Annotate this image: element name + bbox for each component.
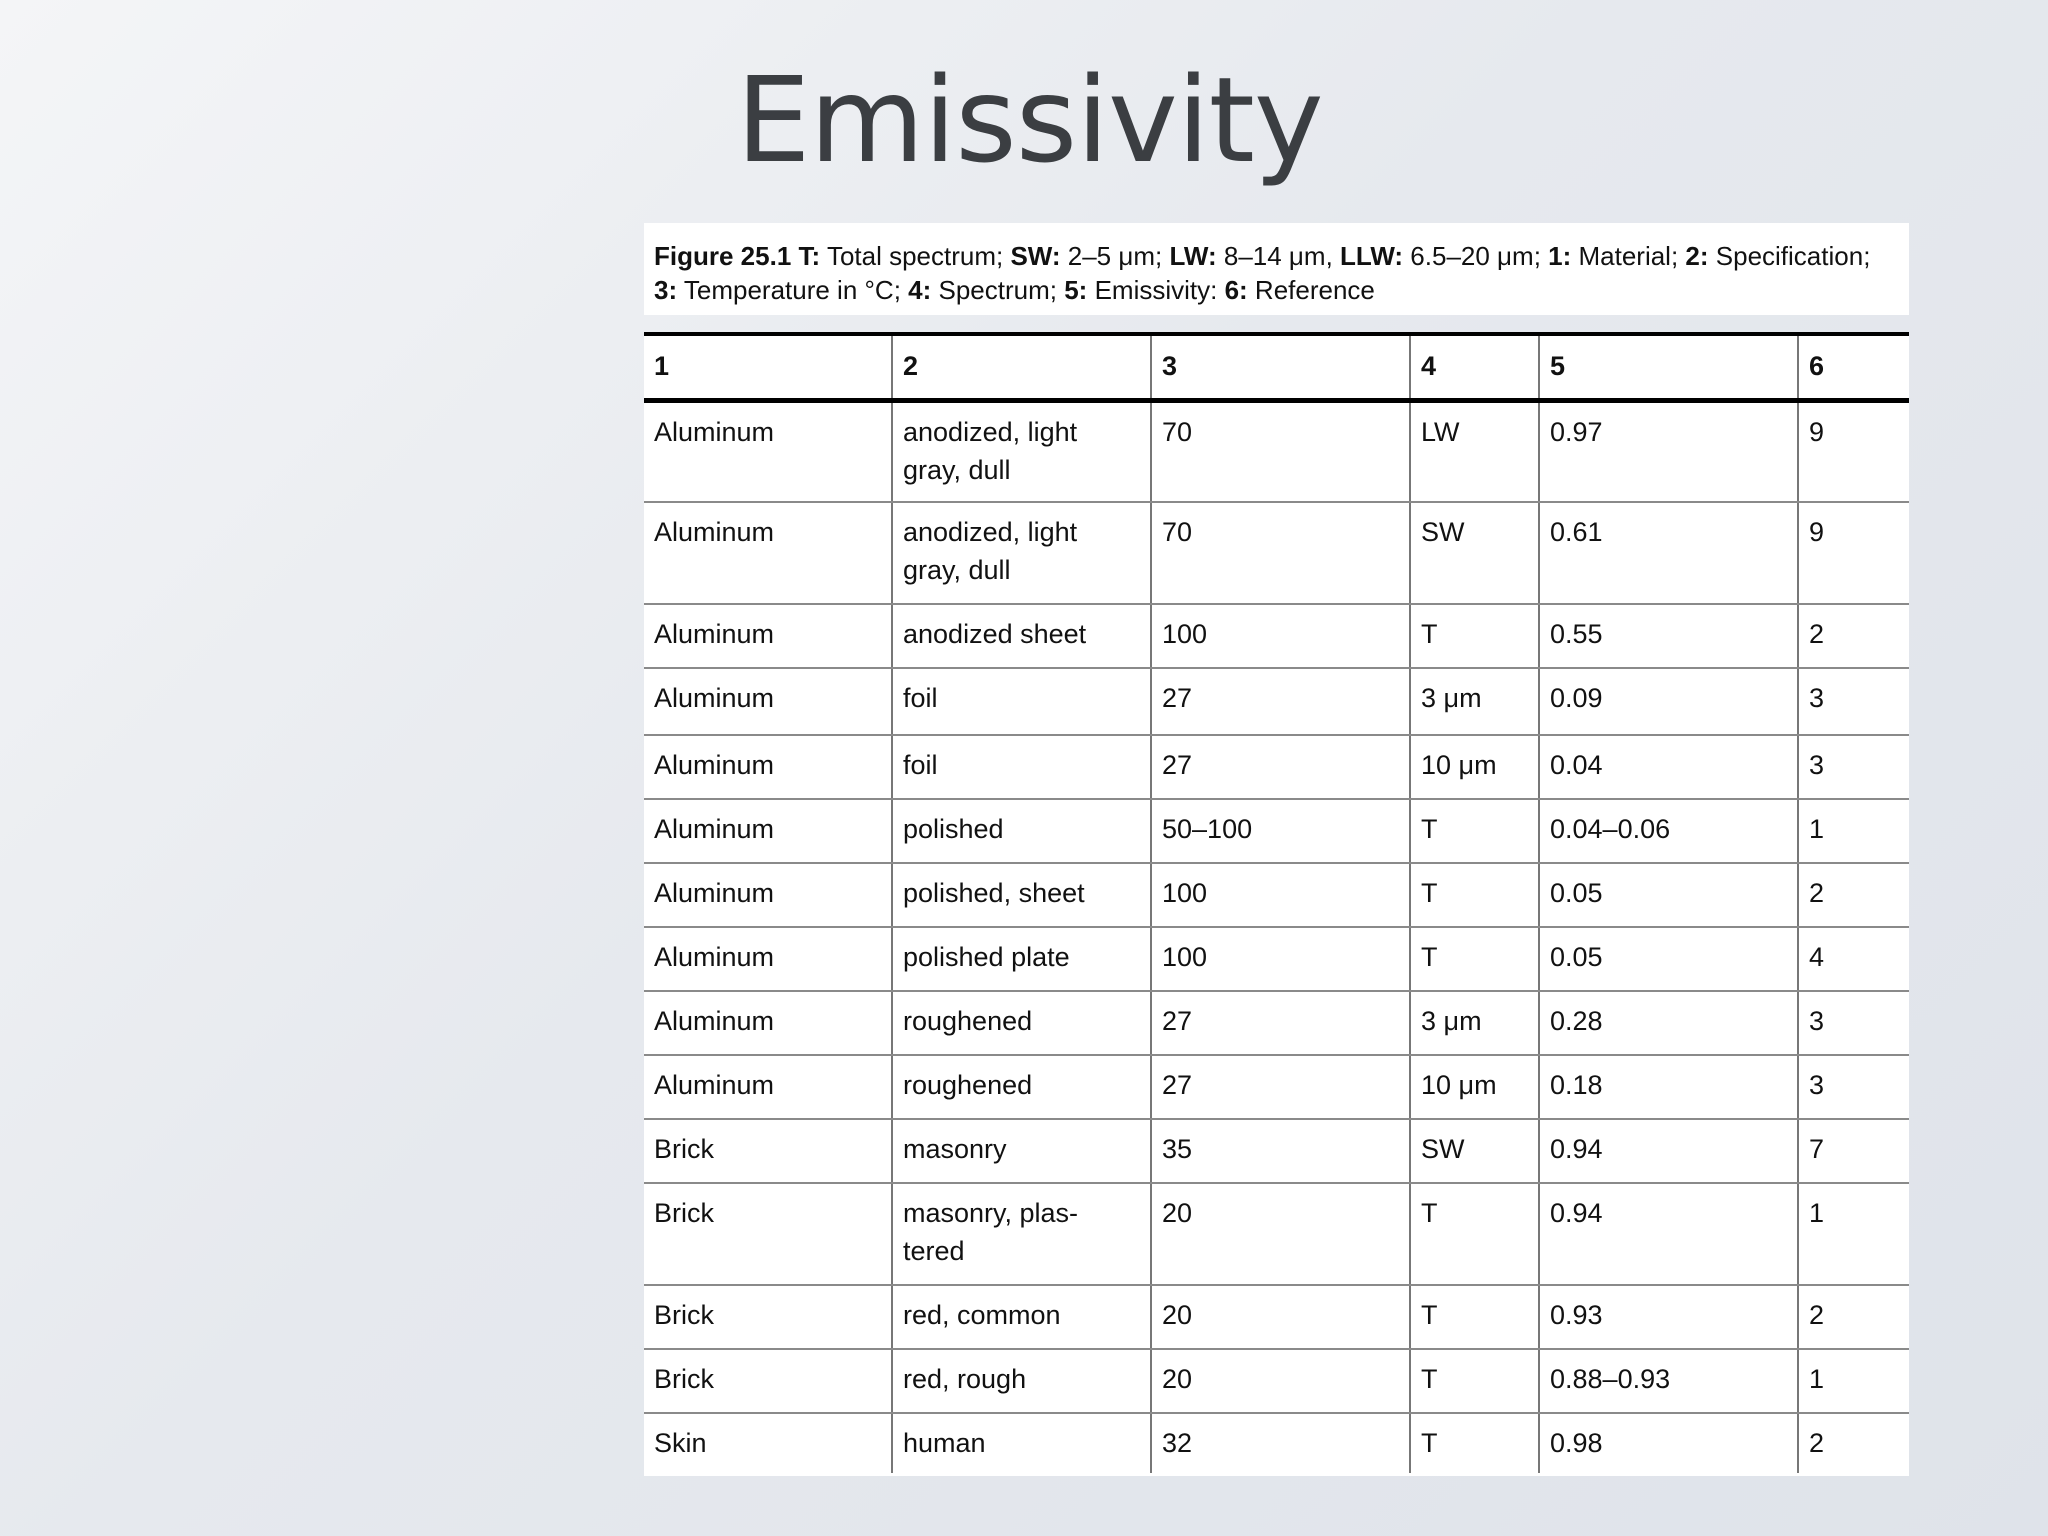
table-cell: 0.88–0.93: [1539, 1349, 1798, 1413]
legend-text: Emissivity:: [1087, 275, 1225, 305]
legend-key: LW:: [1169, 241, 1217, 271]
table-row: [644, 735, 1909, 799]
table-cell: 2: [1798, 863, 1909, 927]
table-cell: Aluminum: [644, 400, 892, 502]
table-cell: Skin: [644, 1413, 892, 1473]
table-row: [644, 1413, 1909, 1473]
table-cell: foil: [892, 735, 1151, 799]
table-row: [644, 400, 1909, 502]
table-cell: Aluminum: [644, 1055, 892, 1119]
table-cell: 2: [1798, 1285, 1909, 1349]
header-cell: 2: [892, 334, 1151, 400]
legend-text: Spectrum;: [931, 275, 1065, 305]
table-cell: 27: [1151, 991, 1410, 1055]
table-cell: 100: [1151, 863, 1410, 927]
legend-text: Temperature in °C;: [677, 275, 909, 305]
table-cell: 70: [1151, 400, 1410, 502]
table-cell: 2: [1809, 1428, 1825, 1458]
header-cell: 3: [1151, 334, 1410, 400]
table-cell: 0.04: [1539, 735, 1798, 799]
legend-text: 6.5–20 μm;: [1403, 241, 1549, 271]
table-cell: 4: [1798, 927, 1909, 991]
table-row: [644, 1055, 1909, 1119]
table-row: [644, 1183, 1909, 1285]
table-cell: Brick: [644, 1285, 892, 1349]
table-cell: Brick: [644, 1349, 892, 1413]
table-cell: 20: [1151, 1349, 1410, 1413]
table-cell: masonry: [892, 1119, 1151, 1183]
table-cell: 0.09: [1539, 668, 1798, 735]
table-cell: 9: [1798, 400, 1909, 502]
table-cell: roughened: [892, 1055, 1151, 1119]
legend-text: Specification;: [1708, 241, 1878, 271]
table-cell: 0.97: [1539, 400, 1798, 502]
table-cell: Aluminum: [644, 991, 892, 1055]
legend-key: 4:: [908, 275, 932, 305]
table-cell: 2: [1798, 604, 1909, 668]
table-cell: 0.61: [1539, 502, 1798, 604]
table-cell: 0.93: [1539, 1285, 1798, 1349]
header-cell: 6: [1798, 334, 1909, 400]
slide-title: Emissivity: [736, 51, 1323, 189]
table-row: [644, 863, 1909, 927]
table-cell: 27: [1151, 735, 1410, 799]
table-cell: T: [1410, 604, 1539, 668]
table-cell: 70: [1151, 502, 1410, 604]
table-cell: 27: [1151, 668, 1410, 735]
table-cell: SW: [1410, 502, 1539, 604]
table-cell: 3: [1798, 1055, 1909, 1119]
table-cell: 20: [1151, 1285, 1410, 1349]
legend-key: 5:: [1064, 275, 1088, 305]
table-cell: 3: [1798, 668, 1909, 735]
table-header-row: [644, 334, 1909, 400]
table-cell: 50–100: [1151, 799, 1410, 863]
legend-key: 1:: [1548, 241, 1572, 271]
table-cell: human: [892, 1413, 1151, 1473]
table-cell: T: [1410, 1285, 1539, 1349]
emissivity-table-container: [644, 332, 1909, 1476]
table-cell: 0.05: [1539, 863, 1798, 927]
table-cell: Aluminum: [644, 735, 892, 799]
table-cell: Aluminum: [644, 502, 892, 604]
table-cell: T: [1410, 1413, 1539, 1473]
table-cell: 0.55: [1539, 604, 1798, 668]
table-cell: Aluminum: [644, 799, 892, 863]
header-cell: 4: [1410, 334, 1539, 400]
table-row: [644, 991, 1909, 1055]
table-cell: 0.28: [1539, 991, 1798, 1055]
table-cell: foil: [892, 668, 1151, 735]
table-cell: 0.94: [1539, 1183, 1798, 1285]
table-cell: 9: [1798, 502, 1909, 604]
table-cell: Brick: [644, 1183, 892, 1285]
legend-key: 2:: [1685, 241, 1709, 271]
legend-key: T:: [798, 241, 821, 271]
table-cell: 3 μm: [1410, 668, 1539, 735]
legend-key: LLW:: [1340, 241, 1404, 271]
legend-text: 8–14 μm,: [1216, 241, 1341, 271]
legend-text: 2–5 μm;: [1060, 241, 1170, 271]
legend-text: Total spectrum;: [820, 241, 1011, 271]
table-cell: T: [1410, 1349, 1539, 1413]
table-cell: 10 μm: [1410, 1055, 1539, 1119]
table-cell: polished: [892, 799, 1151, 863]
emissivity-table: [644, 332, 1909, 1473]
table-cell: polished, sheet: [892, 863, 1151, 927]
table-cell: polished plate: [892, 927, 1151, 991]
table-cell: 0.18: [1539, 1055, 1798, 1119]
table-cell: 1: [1798, 1349, 1909, 1413]
table-cell: anodized, light gray, dull: [892, 400, 1151, 502]
table-cell: 1: [1798, 799, 1909, 863]
table-cell: T: [1410, 1183, 1539, 1285]
table-row: [644, 604, 1909, 668]
table-cell: 0.98: [1539, 1413, 1798, 1473]
legend-key: 6:: [1224, 275, 1248, 305]
table-cell: 32: [1151, 1413, 1410, 1473]
table-row: [644, 927, 1909, 991]
table-cell: 7: [1798, 1119, 1909, 1183]
table-cell: Aluminum: [644, 927, 892, 991]
table-cell: 20: [1151, 1183, 1410, 1285]
table-cell: roughened: [892, 991, 1151, 1055]
table-cell: red, common: [892, 1285, 1151, 1349]
table-cell: 100: [1151, 604, 1410, 668]
table-cell: 35: [1151, 1119, 1410, 1183]
table-row: [644, 1285, 1909, 1349]
legend-key: SW:: [1010, 241, 1061, 271]
caption-legend: [654, 241, 1878, 305]
table-cell: 3 μm: [1410, 991, 1539, 1055]
table-cell: 100: [1151, 927, 1410, 991]
table-cell: T: [1410, 927, 1539, 991]
figure-label: Figure 25.1: [654, 241, 792, 271]
legend-key: 3:: [654, 275, 678, 305]
legend-text: Material;: [1571, 241, 1686, 271]
table-cell: 1: [1798, 1183, 1909, 1285]
table-cell: anodized sheet: [892, 604, 1151, 668]
table-cell: masonry, plas- tered: [892, 1183, 1151, 1285]
table-row: [644, 799, 1909, 863]
table-cell: red, rough: [892, 1349, 1151, 1413]
table-cell: 27: [1151, 1055, 1410, 1119]
table-cell: Aluminum: [644, 863, 892, 927]
table-cell: LW: [1410, 400, 1539, 502]
table-cell: T: [1410, 863, 1539, 927]
table-row: [644, 1349, 1909, 1413]
table-body: [644, 400, 1909, 1473]
table-row: [644, 502, 1909, 604]
table-cell: SW: [1410, 1119, 1539, 1183]
header-cell: 5: [1539, 334, 1798, 400]
table-cell: Aluminum: [644, 668, 892, 735]
table-cell: Aluminum: [644, 604, 892, 668]
legend-text: Reference: [1247, 275, 1375, 305]
table-cell: Brick: [644, 1119, 892, 1183]
table-cell: 10 μm: [1410, 735, 1539, 799]
table-cell: 0.94: [1539, 1119, 1798, 1183]
table-cell: 3: [1798, 991, 1909, 1055]
table-row: [644, 1119, 1909, 1183]
table-cell: 0.04–0.06: [1539, 799, 1798, 863]
table-cell: 0.05: [1539, 927, 1798, 991]
table-row: [644, 668, 1909, 735]
header-cell: 1: [644, 334, 892, 400]
table-cell: T: [1410, 799, 1539, 863]
figure-caption: [644, 223, 1909, 315]
table-cell: anodized, light gray, dull: [892, 502, 1151, 604]
table-cell: 3: [1798, 735, 1909, 799]
